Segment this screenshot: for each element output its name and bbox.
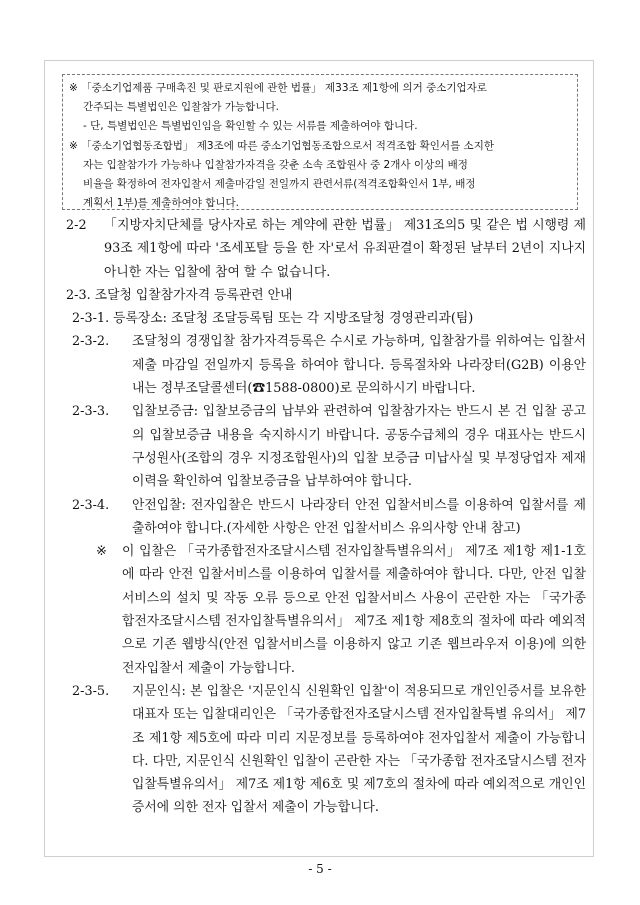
notice-line: 간주되는 특별법인은 입찰참가 가능합니다. (83, 101, 279, 114)
section-text: 조달청의 경쟁입찰 참가자격등록은 수시로 가능하며, 입찰참가를 위하여는 입찰서 제출 마감일 전일까지 등록을 하여야 합니다. 등록절차와 나라장터(G2B) 이용안내는 정부조달콜센터(☎1588-0800)로 문의하시기 바랍니다. (132, 334, 586, 397)
notice-line: 비율을 확정하여 전자입찰서 제출마감일 전일까지 관련서류(적격조합확인서 1부, 배정 (83, 178, 476, 191)
section-text: 지문인식: 본 입찰은 '지문인식 신원확인 입찰'이 적용되므로 개인인증서를 보유한 대표자 또는 입찰대리인은 「국가종합전자조달시스템 전자입찰특별 유의서」 제7조 제1항 제5호에 따라 미리 지문정보를 등록하여야 전자입찰서 제출이 가능합니다. 다만, 지문인식 신원확인 입찰이 곤란한 자는 「국가종합 전자조달시스템 전자입찰특별유의서」 제7조 제1항 제6호 및 제7호의 절차에 따라 예외적으로 개인인증서에 의한 전자 입찰서 제출이 가능합니다. (132, 683, 586, 816)
section-number: 2-3-4. (72, 497, 110, 513)
note-mark: ※ (96, 544, 107, 560)
section-2-3-4 (66, 494, 586, 541)
section-text: 등록장소: 조달청 조달등록팀 또는 각 지방조달청 경영관리과(팀) (113, 311, 474, 327)
page-number: - 5 - (308, 862, 332, 876)
section-text: 안전입찰: 전자입찰은 반드시 나라장터 안전 입찰서비스를 이용하여 입찰서를 제출하여야 합니다.(자세한 사항은 안전 입찰서비스 유의사항 안내 참고) (132, 497, 586, 536)
document-body (66, 214, 586, 820)
notice-line: ※ 「중소기업협동조합법」 제3조에 따른 중소기업협동조합으로서 적격조합 확인서를 소지한 (69, 139, 494, 152)
section-2-3-title: 2-3. 조달청 입찰참가자격 등록관련 안내 (66, 287, 293, 303)
section-2-3-3 (66, 400, 586, 493)
section-text: 「지방자치단체를 당사자로 하는 계약에 관한 법률」 제31조의5 및 같은 법 시행령 제93조 제1항에 따라 '조세포탈 등을 한 자'로서 유죄판결이 확정된 날부터 2년이 지나지 아니한 자는 입찰에 참여 할 수 없습니다. (104, 218, 586, 280)
notice-line: - 단, 특별법인은 특별법인임을 확인할 수 있는 서류를 제출하여야 합니다. (83, 120, 418, 133)
section-number: 2-3-5. (72, 683, 110, 699)
notice-line: 계획서 1부)를 제출하여야 합니다. (83, 197, 239, 210)
section-2-2 (66, 214, 586, 284)
note-text: 이 입찰은 「국가종합전자조달시스템 전자입찰특별유의서」 제7조 제1항 제1-1호에 따라 안전 입찰서비스를 이용하여 입찰서를 제출하여야 합니다. 다만, 안전 입찰서비스의 설치 및 작동 오류 등으로 안전 입찰서비스 사용이 곤란한 자는 「국가종합전자조달시스템 전자입찰특별유의서」 제7조 제1항 제8호의 절차에 따라 예외적으로 기존 웹방식(안전 입찰서비스를 이용하지 않고 기존 웹브라우저 이용)에 의한 전자입찰서 제출이 가능합니다. (122, 544, 586, 676)
section-2-3-5 (66, 680, 586, 820)
notice-line: 자는 입찰참가가 가능하나 입찰참가자격을 갖춘 소속 조합원사 중 2개사 이상의 배정 (83, 158, 468, 171)
notice-box (62, 74, 578, 210)
section-2-3-2 (66, 330, 586, 400)
section-number: 2-3-2. (72, 334, 110, 350)
section-number: 2-3-3. (72, 404, 110, 420)
section-2-3-1 (66, 307, 586, 330)
section-number: 2-3-1. (72, 311, 110, 327)
section-number: 2-2 (66, 218, 87, 233)
section-text: 입찰보증금: 입찰보증금의 납부와 관련하여 입찰참가자는 반드시 본 건 입찰 공고의 입찰보증금 내용을 숙지하시기 바랍니다. 공동수급체의 경우 대표사는 반드시 구성원사(조합의 경우 지정조합원사)의 입찰 보증금 미납사실 및 부정당업자 제재이력을 확인하여 입찰보증금을 납부하여야 합니다. (132, 404, 586, 490)
section-2-3-4-note (66, 540, 586, 680)
notice-line: ※ 「중소기업제품 구매촉진 및 판로지원에 관한 법률」 제33조 제1항에 의거 중소기업자로 (69, 82, 487, 94)
